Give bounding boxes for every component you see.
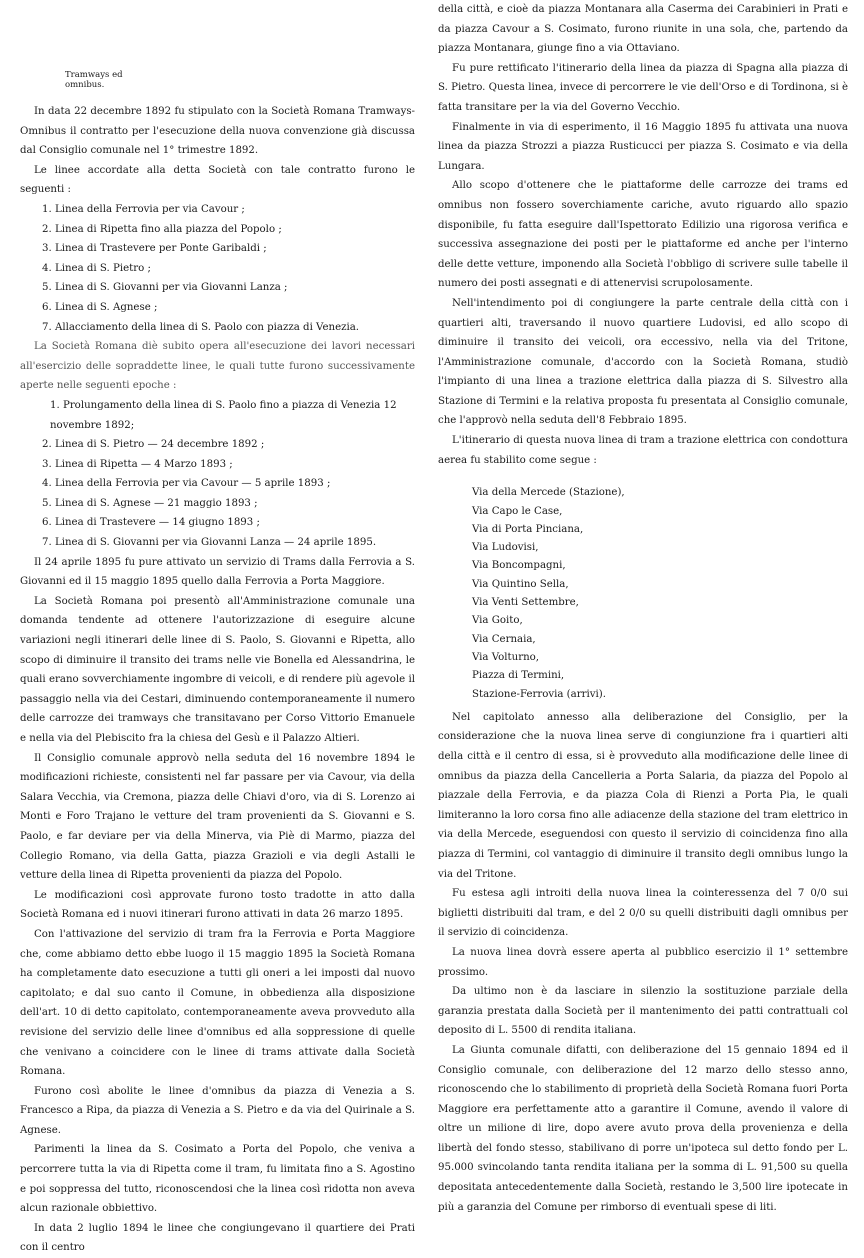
paragraph: della città, e cioè da piazza Montanara alla Caserma dei Carabinieri in Prati e da piazza Cavour a S. Cosimato, furono riunite in una sola, che, partendo da piazza Montanara, giunge fino a via Ottaviano. [438, 4, 848, 55]
margin-note-line-1: Tramways ed [65, 70, 123, 80]
street-item: Via Goito, [472, 615, 523, 627]
list-item: 7. Linea di S. Giovanni per via Giovanni Lanza — 24 aprile 1895. [42, 537, 377, 549]
paragraph: La nuova linea dovrà essere aperta al pubblico esercizio il 1° settembre prossimo. [438, 946, 848, 978]
street-item: Via Volturno, [472, 651, 540, 663]
street-item: Stazione-Ferrovia (arrivi). [472, 688, 606, 700]
street-item: Via della Mercede (Stazione), [472, 487, 625, 499]
right-column [438, 0, 848, 1213]
list-item: 5. Linea di S. Giovanni per via Giovanni Lanza ; [42, 282, 288, 294]
paragraph: Da ultimo non è da lasciare in silenzio la sostituzione parziale della garanzia prestata dalla Società per il mantenimento dei patti contrattuali col deposito di L. 5500 di rendita italiana. [438, 986, 848, 1037]
lines-list [20, 200, 415, 337]
paragraph: La Società Romana diè subito opera all'esecuzione dei lavori necessari all'esercizio delle sopraddette linee, le quali tutte furono successivamente aperte nelle seguenti epoche : [20, 341, 415, 392]
street-item: Via Quintino Sella, [472, 578, 569, 590]
paragraph: L'itinerario di questa nuova linea di tram a trazione elettrica con condottura aerea fu stabilito come segue : [438, 435, 848, 466]
street-item: Via di Porta Pinciana, [472, 523, 584, 535]
list-item: 4. Linea della Ferrovia per via Cavour — 5 aprile 1893 ; [42, 478, 331, 490]
list-item: 6. Linea di Trastevere — 14 giugno 1893 ; [42, 517, 260, 529]
itinerary-list [438, 484, 848, 704]
paragraph: Con l'attivazione del servizio di tram fra la Ferrovia e Porta Maggiore che, come abbiamo detto ebbe luogo il 15 maggio 1895 la Società Romana ha completamente dato esecuzione a tutti gli oneri a lei imposti dal nuovo capitolato; e dal suo canto il Comune, in obbedienza alla disposizione dell'art. 10 di detto capitolato, contemporaneamente aveva provveduto alla revisione del servizio delle linee d'omnibus ed alla soppressione di quelle che venivano a coincidere con le linee di trams attivate dalla Società Romana. [20, 928, 415, 1078]
list-item: 5. Linea di S. Agnese — 21 maggio 1893 ; [42, 497, 258, 509]
paragraph: Finalmente in via di esperimento, il 16 Maggio 1895 fu attivata una nuova linea da piazza Strozzi a piazza Rusticucci per piazza S. Cosimato e via della Lungara. [438, 121, 848, 172]
list-item: 7. Allacciamento della linea di S. Paolo con piazza di Venezia. [42, 321, 360, 333]
list-item: 6. Linea di S. Agnese ; [42, 301, 158, 313]
left-column [20, 0, 415, 1254]
list-item: 4. Linea di S. Pietro ; [42, 262, 151, 274]
list-item: 2. Linea di Ripetta fino alla piazza del Popolo ; [42, 223, 282, 235]
street-item: Via Capo le Case, [472, 505, 563, 517]
paragraph: Il 24 aprile 1895 fu pure attivato un servizio di Trams dalla Ferrovia a S. Giovanni ed il 15 maggio 1895 quello dalla Ferrovia a Porta Maggiore. [20, 556, 415, 588]
paragraph: Le modificazioni così approvate furono tosto tradotte in atto dalla Società Romana ed i nuovi itinerari furono attivati in data 26 marzo 1895. [20, 889, 415, 921]
opening-dates-list [20, 396, 415, 553]
paragraph: Il Consiglio comunale approvò nella seduta del 16 novembre 1894 le modificazioni richieste, consistenti nel far passare per via Cavour, via della Salara Vecchia, via Cremona, piazza delle Chiavi d'oro, via di S. Lorenzo ai Monti e Foro Trajano le vetture del tram provenienti da S. Giovanni e S. Paolo, e far deviare per via della Minerva, via Piè di Marmo, piazza del Collegio Romano, via della Gatta, piazza Grazioli e via degli Astalli le vetture della linea di Ripetta provenienti da piazza del Popolo. [20, 752, 415, 882]
street-item: Via Venti Settembre, [472, 597, 579, 609]
paragraph: Allo scopo d'ottenere che le piattaforme delle carrozze dei trams ed omnibus non fossero soverchiamente cariche, avuto riguardo allo spazio disponibile, fu fatta eseguire dall'Ispettorato Edilizio una rigorosa verifica e successiva assegnazione dei posti per le piattaforme ed anche per l'interno delle dette vetture, imponendo alla Società l'obbligo di scrivere sulle tabelle il numero dei posti assegnati e di attenervisi scrupolosamente. [438, 180, 848, 290]
list-item: 1. Prolungamento della linea di S. Paolo fino a piazza di Venezia 12 novembre 1892; [50, 399, 397, 431]
street-item: Via Cernaia, [472, 633, 536, 645]
paragraph: In data 2 luglio 1894 le linee che congiungevano il quartiere dei Prati con il centro [20, 1222, 415, 1254]
street-item: Via Ludovisi, [472, 542, 539, 554]
paragraph: Nell'intendimento poi di congiungere la parte centrale della città con i quartieri alti, traversando il nuovo quartiere Ludovisi, ed allo scopo di diminuire il transito dei veicoli, ora eccessivo, nella via del Tritone, l'Amministrazione comunale, d'accordo con la Società Romana, studiò l'impianto di una linea a trazione elettrica dalla piazza di S. Silvestro alla Stazione di Termini e la relativa proposta fu presentata al Consiglio comunale, che l'approvò nella seduta dell'8 Febbraio 1895. [438, 297, 848, 427]
paragraph: Fu estesa agli introiti della nuova linea la cointeressenza del 7 0/0 sui biglietti distribuiti dal tram, e del 2 0/0 su quelli distribuiti dagli omnibus per il servizio di coincidenza. [438, 888, 848, 939]
paragraph: Furono così abolite le linee d'omnibus da piazza di Venezia a S. Francesco a Ripa, da piazza di Venezia a S. Pietro e da via del Quirinale a S. Agnese. [20, 1085, 415, 1136]
paragraph: Parimenti la linea da S. Cosimato a Porta del Popolo, che veniva a percorrere tutta la via di Ripetta come il tram, fu limitata fino a S. Agostino e poi soppressa del tutto, riconoscendosi che la linea così ridotta non aveva alcun razionale obbiettivo. [20, 1144, 415, 1215]
paragraph: Le linee accordate alla detta Società con tale contratto furono le seguenti : [20, 164, 415, 196]
list-item: 2. Linea di S. Pietro — 24 decembre 1892 ; [42, 439, 265, 451]
list-item: 3. Linea di Ripetta — 4 Marzo 1893 ; [42, 458, 233, 470]
paragraph: In data 22 decembre 1892 fu stipulato con la Società Romana Tramways-Omnibus il contratto per l'esecuzione della nuova convenzione già discussa dal Consiglio comunale nel 1° trimestre 1892. [20, 106, 415, 157]
street-item: Via Boncompagni, [472, 560, 566, 572]
paragraph: La Società Romana poi presentò all'Amministrazione comunale una domanda tendente ad ottenere l'autorizzazione di eseguire alcune variazioni negli itinerari delle linee di S. Paolo, S. Giovanni e Ripetta, allo scopo di diminuire il transito dei trams nelle vie Bonella ed Alessandrina, le quali erano sovverchiamente ingombre di veicoli, e di rendere più agevole il passaggio nella via dei Cestari, diminuendo contemporaneamente il numero delle carrozze dei tramways che transitavano per Corso Vittorio Emanuele e nella via del Plebiscito fra la chiesa del Gesù e il Palazzo Altieri. [20, 595, 415, 744]
margin-note-line-2: omnibus. [65, 80, 105, 90]
list-item: 3. Linea di Trastevere per Ponte Garibaldi ; [42, 243, 267, 255]
paragraph: Nel capitolato annesso alla deliberazione del Consiglio, per la considerazione che la nuova linea serve di congiunzione fra i quartieri alti della città e il centro di essa, si è provveduto alla modificazione delle linee di omnibus da piazza della Cancelleria a Porta Salaria, da piazza del Popolo al piazzale della Ferrovia, e da piazza Cola di Rienzi a Porta Pia, le quali limiteranno la loro corsa fino alle adiacenze della stazione del tram elettrico in via della Mercede, eseguendosi con questo il servizio di coincidenza fino alla piazza di Termini, col vantaggio di diminuire il transito degli omnibus lungo la via del Tritone. [438, 711, 848, 880]
street-item: Piazza di Termini, [472, 670, 565, 682]
paragraph: Fu pure rettificato l'itinerario della linea da piazza di Spagna alla piazza di S. Pietro. Questa linea, invece di percorrere le vie dell'Orso e di Tordinona, si è fatta transitare per la via del Governo Vecchio. [438, 62, 848, 113]
paragraph: La Giunta comunale difatti, con deliberazione del 15 gennaio 1894 ed il Consiglio comunale, con deliberazione del 12 marzo dello stesso anno, riconoscendo che lo stabilimento di proprietà della Società Romana fuori Porta Maggiore era perfettamente atto a garantire il Comune, avendo il valore di oltre un milione di lire, dopo avere avuto prova della provenienza e della libertà del fondo stesso, stabilivano di porre un'ipoteca sul detto fondo per L. 95.000 svincolando tanta rendita italiana per la somma di L. 91,500 su quella depositata antecedentemente dalla Società, restando le 3,500 lire ipotecate in più a garanzia del Comune per rimborso di eventuali spese di liti. [438, 1044, 848, 1213]
list-item: 1. Linea della Ferrovia per via Cavour ; [42, 203, 245, 215]
